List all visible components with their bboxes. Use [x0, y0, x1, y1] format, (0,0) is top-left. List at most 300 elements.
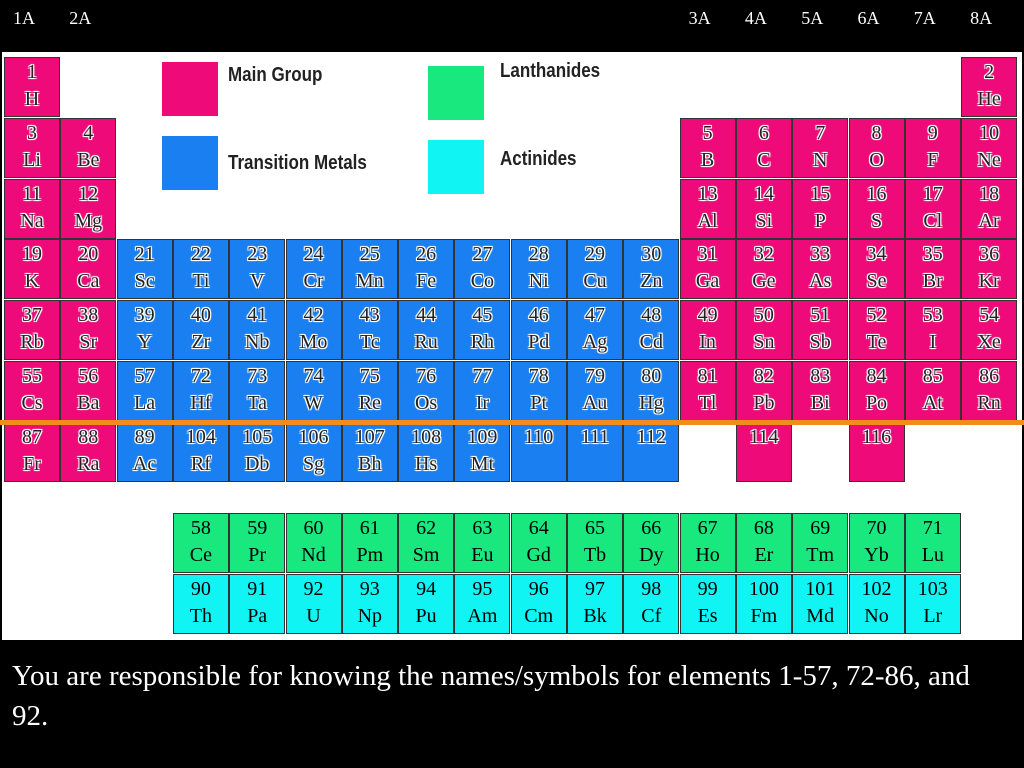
element-cell — [454, 361, 510, 421]
element-number: 100 — [748, 578, 779, 600]
element-cell — [117, 239, 173, 299]
element-number: 46 — [528, 304, 549, 327]
element-number: 108 — [411, 425, 442, 448]
element-cell — [342, 239, 398, 299]
element-number: 8 — [871, 121, 882, 144]
element-cell — [567, 239, 623, 299]
group-label: 3A — [688, 8, 711, 28]
element-cell — [736, 118, 792, 178]
element-number: 61 — [359, 517, 380, 539]
element-number: 63 — [472, 517, 493, 539]
element-symbol: Lu — [921, 544, 944, 566]
element-cell — [623, 513, 679, 573]
element-number: 77 — [472, 365, 493, 387]
element-number: 30 — [641, 243, 662, 266]
element-number: 9 — [927, 121, 938, 144]
element-cell — [905, 361, 961, 421]
element-number: 93 — [359, 578, 380, 600]
element-symbol: Tm — [806, 544, 835, 566]
element-number: 91 — [247, 578, 268, 600]
element-cell — [60, 361, 116, 421]
element-cell — [849, 422, 905, 482]
element-cell — [173, 239, 229, 299]
element-symbol: Rh — [470, 331, 495, 354]
element-cell — [736, 239, 792, 299]
element-number: 50 — [753, 304, 774, 327]
element-symbol: Gd — [526, 544, 551, 566]
element-symbol: Lr — [923, 605, 943, 627]
element-number: 97 — [585, 578, 605, 600]
element-number: 99 — [697, 578, 718, 600]
element-cell — [680, 118, 736, 178]
element-cell — [173, 422, 229, 482]
element-cell — [117, 300, 173, 360]
element-number: 95 — [472, 578, 493, 600]
element-symbol: Cu — [583, 270, 607, 293]
element-symbol: No — [864, 605, 889, 627]
element-symbol: Sb — [809, 331, 831, 354]
element-symbol: Ar — [978, 209, 1000, 232]
element-symbol: Pa — [247, 605, 268, 627]
element-number: 16 — [866, 182, 887, 205]
element-cell — [736, 574, 792, 634]
element-cell — [567, 574, 623, 634]
element-symbol: Rn — [977, 392, 1001, 414]
element-cell — [342, 422, 398, 482]
element-number: 75 — [359, 365, 380, 387]
element-symbol: Ta — [247, 392, 268, 414]
element-number: 25 — [359, 243, 380, 266]
element-number: 86 — [979, 365, 1000, 387]
element-cell — [173, 361, 229, 421]
element-symbol: Cf — [641, 605, 662, 627]
element-number: 71 — [922, 517, 943, 539]
element-number: 87 — [22, 425, 42, 448]
element-symbol: Es — [697, 605, 718, 627]
element-cell — [4, 300, 60, 360]
element-symbol: Th — [189, 605, 212, 627]
element-symbol: Am — [467, 605, 498, 627]
legend-label-main-group: Main Group — [228, 64, 323, 86]
element-number: 67 — [697, 517, 718, 539]
element-number: 69 — [810, 517, 831, 539]
element-cell — [398, 422, 454, 482]
group-label: 5A — [801, 8, 824, 28]
element-symbol: Ga — [695, 270, 720, 293]
element-cell — [849, 361, 905, 421]
element-cell — [736, 300, 792, 360]
legend-label-lanthanides: Lanthanides — [500, 60, 601, 82]
element-cell — [792, 300, 848, 360]
element-symbol: K — [24, 270, 40, 293]
element-cell — [286, 361, 342, 421]
element-number: 24 — [303, 243, 324, 266]
element-symbol: Se — [866, 270, 887, 293]
element-number: 6 — [758, 121, 769, 144]
element-number: 12 — [78, 182, 99, 205]
element-cell — [286, 513, 342, 573]
element-number: 53 — [922, 304, 943, 327]
element-cell — [961, 300, 1017, 360]
group-label: 6A — [857, 8, 880, 28]
element-symbol: P — [814, 209, 826, 232]
element-cell — [4, 118, 60, 178]
element-cell — [511, 361, 567, 421]
element-symbol: Ag — [582, 331, 608, 354]
element-cell — [342, 513, 398, 573]
element-cell — [4, 422, 60, 482]
element-symbol: I — [929, 331, 937, 354]
element-cell — [567, 422, 623, 482]
element-number: 40 — [190, 304, 211, 327]
element-symbol: Ca — [77, 270, 100, 293]
element-symbol: Ho — [695, 544, 720, 566]
element-symbol: Cm — [524, 605, 554, 627]
element-number: 58 — [190, 517, 211, 539]
element-number: 13 — [697, 182, 718, 205]
element-cell — [60, 118, 116, 178]
element-cell — [736, 513, 792, 573]
element-number: 101 — [805, 578, 836, 600]
legend-label-actinides: Actinides — [500, 148, 577, 170]
element-number: 4 — [83, 121, 94, 144]
element-cell — [623, 422, 679, 482]
element-number: 2 — [984, 61, 995, 83]
element-number: 83 — [810, 365, 831, 387]
element-cell — [680, 239, 736, 299]
element-number: 73 — [247, 365, 268, 387]
element-number: 33 — [810, 243, 831, 266]
group-label: 2A — [69, 8, 92, 28]
element-number: 114 — [749, 425, 779, 448]
element-symbol: Hg — [639, 392, 664, 414]
element-number: 26 — [416, 243, 437, 266]
element-number: 38 — [78, 304, 99, 327]
element-cell — [117, 361, 173, 421]
element-cell — [286, 574, 342, 634]
legend-swatch-main-group — [162, 62, 218, 116]
element-symbol: In — [699, 331, 716, 354]
element-number: 21 — [134, 243, 155, 266]
element-symbol: Os — [414, 392, 438, 414]
element-cell — [905, 513, 961, 573]
element-symbol: Ra — [77, 452, 100, 475]
element-symbol: Fe — [416, 270, 437, 293]
element-cell — [849, 574, 905, 634]
element-cell — [567, 361, 623, 421]
group-label: 1A — [13, 8, 35, 28]
element-cell — [60, 179, 116, 239]
element-cell — [398, 574, 454, 634]
element-cell — [792, 361, 848, 421]
element-number: 64 — [528, 517, 549, 539]
group-label: 8A — [970, 8, 993, 28]
element-number: 52 — [866, 304, 887, 327]
element-cell — [511, 300, 567, 360]
element-symbol: Sm — [412, 544, 440, 566]
element-symbol: Sr — [79, 331, 98, 354]
element-number: 72 — [190, 365, 211, 387]
element-cell — [454, 422, 510, 482]
element-symbol: He — [977, 88, 1001, 110]
element-symbol: Ti — [192, 270, 210, 293]
element-number: 1 — [27, 61, 37, 83]
element-number: 65 — [585, 517, 605, 539]
element-cell — [4, 179, 60, 239]
element-cell — [173, 574, 229, 634]
element-number: 66 — [641, 517, 662, 539]
element-cell — [905, 239, 961, 299]
element-cell — [454, 574, 510, 634]
element-number: 82 — [753, 365, 774, 387]
element-number: 112 — [636, 425, 666, 448]
element-cell — [398, 300, 454, 360]
element-cell — [680, 574, 736, 634]
element-number: 10 — [979, 121, 1000, 144]
element-number: 109 — [467, 425, 498, 448]
element-symbol: Mn — [355, 270, 384, 293]
element-cell — [342, 361, 398, 421]
element-cell — [567, 300, 623, 360]
element-number: 7 — [815, 121, 826, 144]
element-symbol: Hf — [190, 392, 212, 414]
element-symbol: Rb — [20, 331, 44, 354]
element-number: 98 — [641, 578, 662, 600]
element-symbol: Fr — [23, 452, 41, 475]
element-symbol: Xe — [977, 331, 1001, 354]
element-cell — [905, 179, 961, 239]
element-symbol: S — [870, 209, 883, 232]
element-number: 54 — [979, 304, 1000, 327]
element-symbol: Al — [697, 209, 718, 232]
legend-swatch-lanthanides — [428, 66, 484, 120]
element-cell — [623, 574, 679, 634]
element-number: 41 — [247, 304, 268, 327]
element-symbol: Pu — [415, 605, 437, 627]
element-cell — [454, 513, 510, 573]
element-number: 48 — [641, 304, 662, 327]
element-cell — [511, 513, 567, 573]
element-cell — [173, 300, 229, 360]
element-symbol: Mg — [74, 209, 103, 232]
element-cell — [511, 574, 567, 634]
element-symbol: Md — [806, 605, 835, 627]
element-cell — [905, 574, 961, 634]
element-cell — [961, 239, 1017, 299]
element-number: 105 — [242, 425, 273, 448]
element-cell — [60, 239, 116, 299]
element-symbol: Rf — [190, 452, 211, 475]
element-symbol: Y — [137, 331, 152, 354]
element-cell — [849, 179, 905, 239]
element-symbol: C — [757, 148, 771, 171]
element-cell — [792, 239, 848, 299]
element-symbol: Tc — [359, 331, 380, 354]
element-symbol: Si — [755, 209, 773, 232]
element-cell — [454, 300, 510, 360]
element-number: 116 — [861, 425, 892, 448]
element-cell — [229, 300, 285, 360]
element-number: 110 — [524, 425, 554, 448]
element-symbol: Kr — [978, 270, 1000, 293]
element-cell — [792, 513, 848, 573]
element-symbol: Cr — [303, 270, 324, 293]
element-cell — [792, 118, 848, 178]
divider-line — [0, 420, 1024, 425]
element-number: 106 — [298, 425, 329, 448]
element-number: 56 — [78, 365, 99, 387]
element-symbol: F — [927, 148, 939, 171]
element-number: 35 — [922, 243, 943, 266]
element-number: 31 — [697, 243, 718, 266]
element-symbol: Be — [77, 148, 100, 171]
element-number: 68 — [753, 517, 774, 539]
element-number: 90 — [190, 578, 211, 600]
element-number: 89 — [134, 425, 155, 448]
element-symbol: Sg — [302, 452, 325, 475]
element-number: 14 — [753, 182, 774, 205]
element-cell — [117, 422, 173, 482]
element-number: 39 — [134, 304, 155, 327]
element-number: 55 — [22, 365, 42, 387]
element-symbol: Pd — [528, 331, 550, 354]
element-number: 80 — [641, 365, 662, 387]
element-number: 3 — [27, 121, 37, 144]
element-cell — [623, 300, 679, 360]
element-number: 49 — [697, 304, 718, 327]
element-symbol: Li — [23, 148, 41, 171]
element-number: 34 — [866, 243, 887, 266]
element-symbol: Pt — [530, 392, 548, 414]
element-number: 60 — [303, 517, 324, 539]
group-label: 7A — [913, 8, 936, 28]
element-symbol: Br — [922, 270, 943, 293]
element-cell — [905, 118, 961, 178]
element-number: 51 — [810, 304, 831, 327]
element-symbol: Mo — [299, 331, 328, 354]
element-symbol: Tb — [583, 544, 607, 566]
element-symbol: Ac — [132, 452, 157, 475]
element-number: 15 — [810, 182, 831, 205]
element-number: 43 — [359, 304, 380, 327]
element-symbol: Au — [582, 392, 608, 414]
element-number: 47 — [585, 304, 605, 327]
element-symbol: Ba — [77, 392, 100, 414]
element-symbol: Pr — [248, 544, 267, 566]
element-symbol: W — [304, 392, 323, 414]
legend-swatch-transition-metals — [162, 136, 218, 190]
element-number: 59 — [247, 517, 268, 539]
element-cell — [229, 574, 285, 634]
element-cell — [792, 574, 848, 634]
element-symbol: Yb — [864, 544, 889, 566]
element-symbol: La — [134, 392, 156, 414]
element-symbol: Ni — [528, 270, 549, 293]
element-cell — [229, 239, 285, 299]
element-symbol: Np — [357, 605, 383, 627]
element-number: 76 — [416, 365, 437, 387]
element-cell — [849, 118, 905, 178]
element-number: 45 — [472, 304, 493, 327]
element-cell — [680, 361, 736, 421]
element-symbol: Hs — [414, 452, 438, 475]
element-number: 32 — [753, 243, 774, 266]
element-cell — [961, 57, 1017, 117]
element-number: 103 — [917, 578, 948, 600]
element-number: 36 — [979, 243, 1000, 266]
element-symbol: Db — [244, 452, 270, 475]
element-cell — [680, 179, 736, 239]
legend-swatch-actinides — [428, 140, 484, 194]
element-cell — [4, 57, 60, 117]
element-cell — [849, 300, 905, 360]
element-symbol: Er — [754, 544, 774, 566]
element-symbol: Re — [358, 392, 381, 414]
element-symbol: Po — [865, 392, 888, 414]
element-number: 107 — [354, 425, 385, 448]
element-symbol: Ce — [189, 544, 212, 566]
element-cell — [4, 239, 60, 299]
element-symbol: As — [809, 270, 832, 293]
element-number: 37 — [22, 304, 42, 327]
element-cell — [849, 239, 905, 299]
element-cell — [567, 513, 623, 573]
element-cell — [229, 422, 285, 482]
element-symbol: Co — [470, 270, 495, 293]
element-symbol: Zn — [640, 270, 663, 293]
element-number: 23 — [247, 243, 268, 266]
element-number: 42 — [303, 304, 324, 327]
element-symbol: H — [24, 88, 40, 110]
element-cell — [736, 422, 792, 482]
legend-label-transition-metals: Transition Metals — [228, 152, 367, 174]
element-symbol: Sc — [134, 270, 155, 293]
element-symbol: Ru — [414, 331, 438, 354]
element-number: 19 — [22, 243, 42, 266]
element-number: 20 — [78, 243, 99, 266]
element-symbol: Ir — [475, 392, 490, 414]
element-number: 85 — [922, 365, 943, 387]
element-symbol: O — [869, 148, 884, 171]
element-number: 62 — [416, 517, 437, 539]
element-cell — [736, 361, 792, 421]
element-number: 18 — [979, 182, 1000, 205]
element-number: 44 — [416, 304, 437, 327]
element-number: 81 — [697, 365, 718, 387]
element-symbol: Bh — [358, 452, 382, 475]
element-cell — [454, 239, 510, 299]
element-symbol: Eu — [471, 544, 494, 566]
element-cell — [398, 513, 454, 573]
element-cell — [342, 574, 398, 634]
element-number: 92 — [303, 578, 324, 600]
element-number: 74 — [303, 365, 324, 387]
element-number: 79 — [585, 365, 605, 387]
periodic-table — [2, 52, 1022, 640]
element-number: 78 — [528, 365, 549, 387]
element-symbol: Nd — [301, 544, 326, 566]
element-cell — [286, 300, 342, 360]
group-header-row — [0, 0, 1024, 52]
element-cell — [286, 422, 342, 482]
element-cell — [173, 513, 229, 573]
element-symbol: Cd — [639, 331, 663, 354]
element-symbol: Cl — [923, 209, 943, 232]
footnote-text: You are responsible for knowing the names/symbols for elements 1-57, 72-86, and 92. — [12, 660, 970, 732]
element-number: 28 — [528, 243, 549, 266]
element-cell — [60, 422, 116, 482]
element-symbol: Pm — [356, 544, 384, 566]
